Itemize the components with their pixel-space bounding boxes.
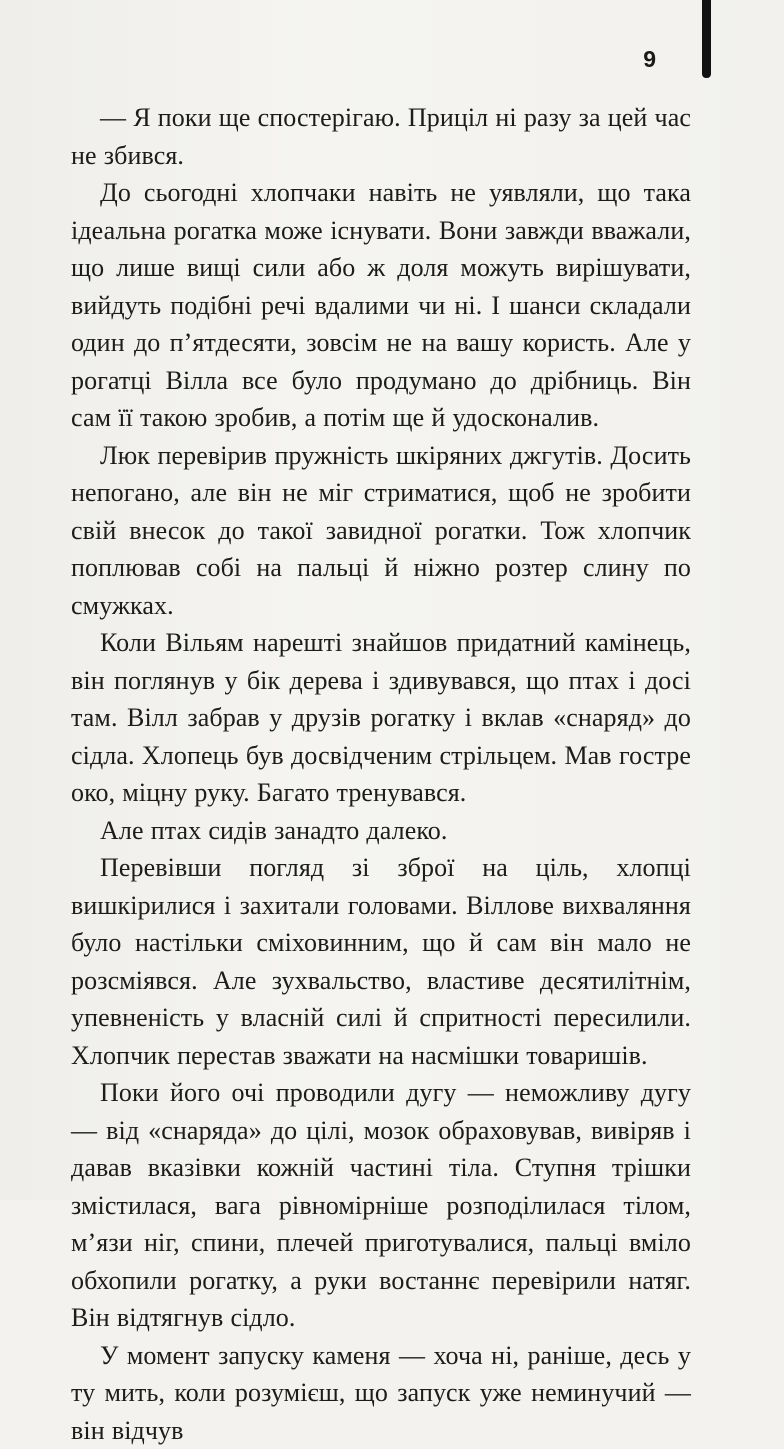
- paragraph: Коли Вільям нарешті знайшов придатний камінець, він поглянув у бік дерева і здивувався, що птах і досі там. Вілл забрав у друзів рогатку і вклав «снаряд» до сідла. Хлопець був досвідченим стрільцем. Мав гостре око, міцну руку. Багато тренувався.: [71, 624, 691, 812]
- body-text: [71, 99, 691, 1449]
- paragraph: Поки його очі проводили дугу — неможливу дугу — від «снаряда» до цілі, мозок обраховував, вивіряв і давав вказівки кожній частині тіла. Ступня трішки змістилася, вага рівномірніше розподілилася тілом, м’язи ніг, спини, плечей приготувалися, пальці вміло обхопили рогатку, а руки востаннє перевірили натяг. Він відтягнув сідло.: [71, 1074, 691, 1337]
- paragraph: До сьогодні хлопчаки навіть не уявляли, що така ідеальна рогатка може існувати. Вони завжди вважали, що лише вищі сили або ж доля можуть вирішувати, вийдуть подібні речі вдалими чи ні. І шанси складали один до п’ятдесяти, зовсім не на вашу користь. Але у рогатці Вілла все було продумано до дрібниць. Він сам її такою зробив, а потім ще й удосконалив.: [71, 174, 691, 437]
- page-edge-shadow: [702, 0, 711, 78]
- paragraph: Люк перевірив пружність шкіряних джгутів. Досить непогано, але він не міг стриматися, щоб не зробити свій внесок до такої завидної рогатки. Тож хлопчик поплював собі на пальці й ніжно розтер слину по смужках.: [71, 437, 691, 625]
- paragraph: — Я поки ще спостерігаю. Приціл ні разу за цей час не збився.: [71, 99, 691, 174]
- paragraph: У момент запуску каменя — хоча ні, раніше, десь у ту мить, коли розумієш, що запуск уже неминучий — він відчув: [71, 1337, 691, 1449]
- page-number: 9: [643, 46, 656, 73]
- paragraph: Але птах сидів занадто далеко.: [71, 812, 691, 850]
- paragraph: Перевівши погляд зі зброї на ціль, хлопці вишкірилися і захитали головами. Віллове вихваляння було настільки сміховинним, що й сам він мало не розсміявся. Але зухвальство, властиве десятилітнім, упевненість у власній силі й спритності пересилили. Хлопчик перестав зважати на насмішки товаришів.: [71, 849, 691, 1074]
